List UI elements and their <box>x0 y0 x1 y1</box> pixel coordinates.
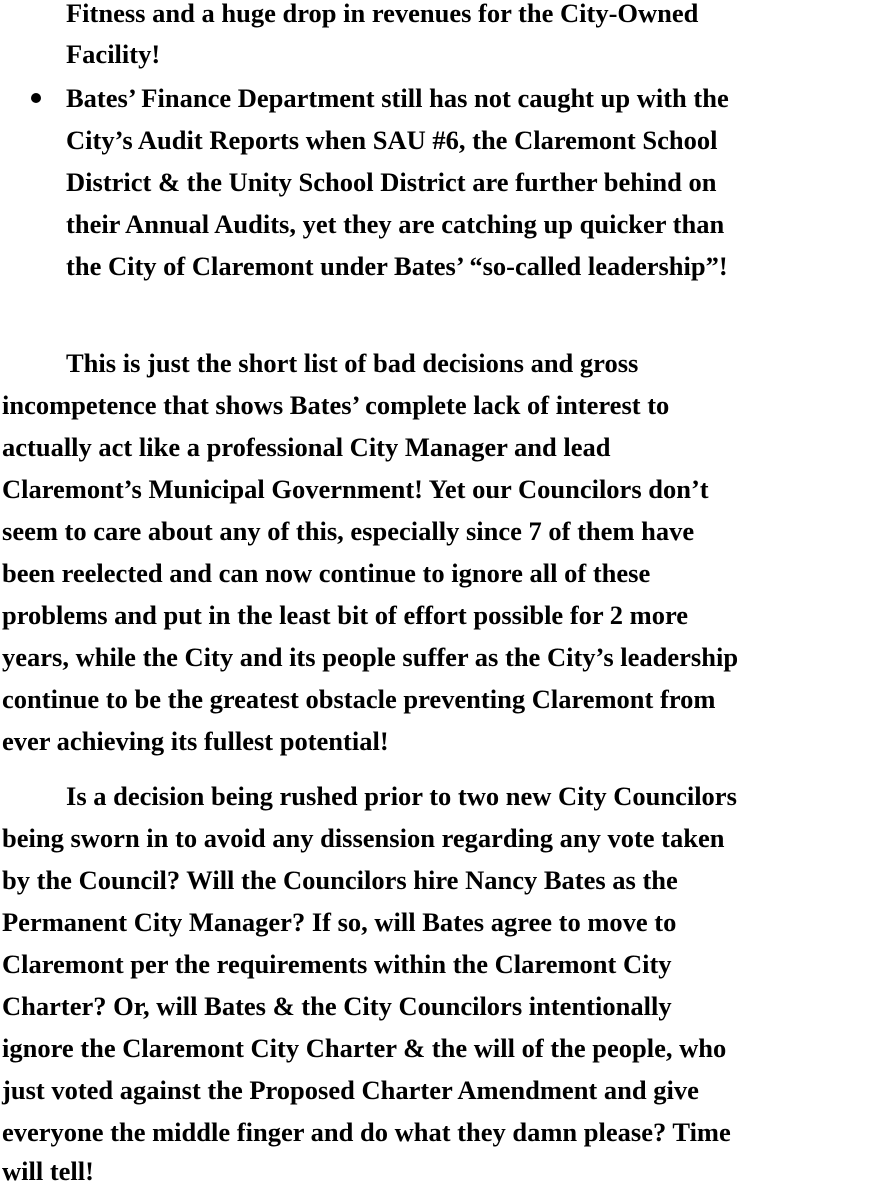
paragraph-1-line: problems and put in the least bit of effort possible for 2 more <box>2 600 689 630</box>
paragraph-1-line: years, while the City and its people suffer as the City’s leadership <box>2 642 739 672</box>
paragraph-2-line: everyone the middle finger and do what they damn please? Time <box>2 1117 731 1147</box>
paragraph-2-line: Is a decision being rushed prior to two new City Councilors <box>66 781 737 811</box>
paragraph-2-line: will tell! <box>2 1156 94 1186</box>
paragraph-2-line: just voted against the Proposed Charter Amendment and give <box>2 1075 699 1105</box>
paragraph-1-line: ever achieving its fullest potential! <box>2 726 389 756</box>
bullet-item-line: the City of Claremont under Bates’ “so-called leadership”! <box>66 251 728 281</box>
paragraph-2-line: by the Council? Will the Councilors hire Nancy Bates as the <box>2 865 678 895</box>
paragraph-1-line: been reelected and can now continue to ignore all of these <box>2 558 651 588</box>
bullet-item-line: Bates’ Finance Department still has not caught up with the <box>66 83 729 113</box>
paragraph-2-line: Permanent City Manager? If so, will Bates agree to move to <box>2 907 677 937</box>
paragraph-1-line: actually act like a professional City Manager and lead <box>2 432 611 462</box>
bullet-continuation-line: Fitness and a huge drop in revenues for the City-Owned <box>66 0 699 28</box>
paragraph-2-line: Claremont per the requirements within the Claremont City <box>2 949 672 979</box>
bullet-item-line: City’s Audit Reports when SAU #6, the Claremont School <box>66 125 718 155</box>
paragraph-1-line: incompetence that shows Bates’ complete lack of interest to <box>2 390 670 420</box>
paragraph-1-line: continue to be the greatest obstacle preventing Claremont from <box>2 684 716 714</box>
paragraph-1-line: Claremont’s Municipal Government! Yet our Councilors don’t <box>2 474 709 504</box>
paragraph-1-line: seem to care about any of this, especially since 7 of them have <box>2 516 695 546</box>
bullet-dot-icon <box>31 93 41 103</box>
paragraph-2-line: ignore the Claremont City Charter & the will of the people, who <box>2 1033 727 1063</box>
bullet-continuation-line: Facility! <box>66 39 161 69</box>
bullet-item-line: their Annual Audits, yet they are catching up quicker than <box>66 209 725 239</box>
paragraph-2-line: Charter? Or, will Bates & the City Councilors intentionally <box>2 991 672 1021</box>
paragraph-1-line: This is just the short list of bad decisions and gross <box>66 348 639 378</box>
paragraph-2-line: being sworn in to avoid any dissension regarding any vote taken <box>2 823 725 853</box>
bullet-item-line: District & the Unity School District are further behind on <box>66 167 717 197</box>
